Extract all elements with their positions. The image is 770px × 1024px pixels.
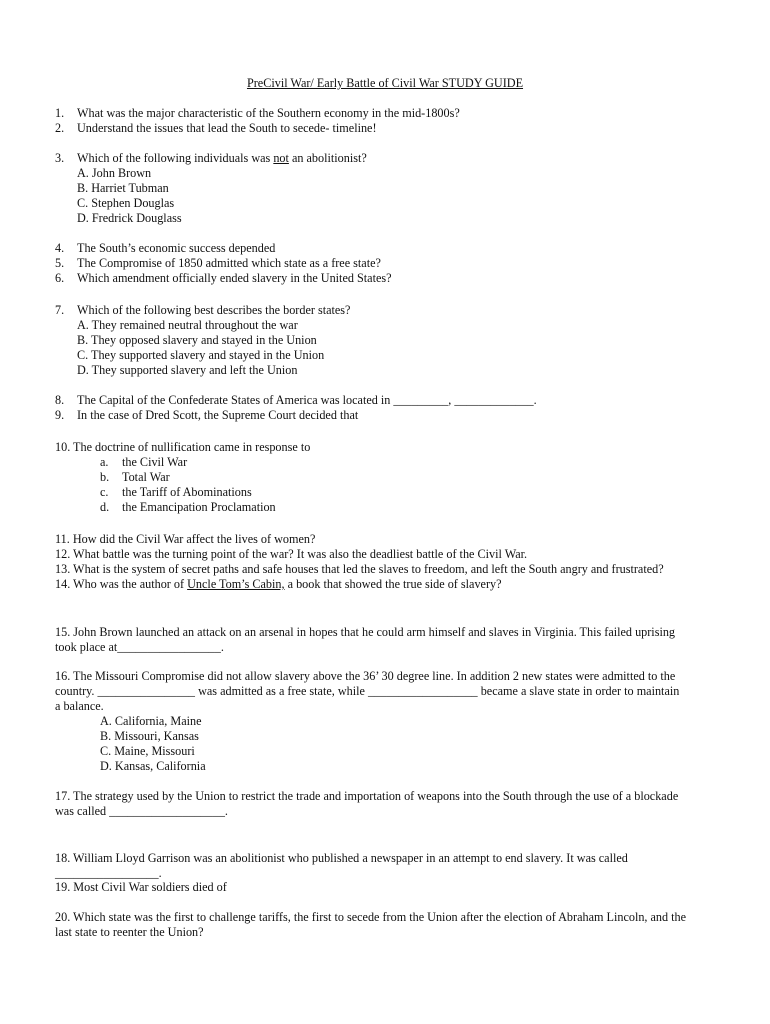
question-text: Which of the following best describes the border states? xyxy=(77,303,351,317)
question-10: 10. The doctrine of nullification came in response to xyxy=(55,440,311,454)
question-text-pre: Which of the following individuals was xyxy=(77,151,274,165)
question-16-line-1: 16. The Missouri Compromise did not allow slavery above the 36’ 30 degree line. In addition 2 new states were admitted to the xyxy=(55,669,676,683)
question-11: 11. How did the Civil War affect the lives of women? xyxy=(55,532,316,546)
page-title-text: PreCivil War/ Early Battle of Civil War STUDY GUIDE xyxy=(246,76,524,90)
question-17-line-2: was called ___________________. xyxy=(55,804,228,818)
question-18-line-1: 18. William Lloyd Garrison was an abolitionist who published a newspaper in an attempt to end slavery. It was called xyxy=(55,851,628,865)
option-letter: b. xyxy=(100,470,110,484)
question-16-line-2: country. ________________ was admitted as a free state, while __________________ became a slave state in order to maintain xyxy=(55,684,680,698)
option-c: C. Maine, Missouri xyxy=(100,744,195,758)
question-15-line-1: 15. John Brown launched an attack on an arsenal in hopes that he could arm himself and slaves in Virginia. This failed uprising xyxy=(55,625,676,639)
question-number: 6. xyxy=(55,271,65,285)
option-b: Total War xyxy=(122,470,170,484)
question-16-line-3: a balance. xyxy=(55,699,104,713)
question-text: The South’s economic success depended xyxy=(77,241,276,255)
question-20-line-1: 20. Which state was the first to challenge tariffs, the first to secede from the Union after the election of Abraham Lincoln, and the xyxy=(55,910,687,924)
question-number: 5. xyxy=(55,256,65,270)
question-19: 19. Most Civil War soldiers died of xyxy=(55,880,227,894)
option-a: the Civil War xyxy=(122,455,188,469)
option-letter: d. xyxy=(100,500,110,514)
question-number: 4. xyxy=(55,241,65,255)
question-text: The Capital of the Confederate States of America was located in _________, _____________. xyxy=(77,393,537,407)
question-18-line-2: _________________. xyxy=(55,866,162,880)
option-b: B. Missouri, Kansas xyxy=(100,729,199,743)
option-c: C. They supported slavery and stayed in the Union xyxy=(77,348,325,362)
question-text-pre: 14. Who was the author of xyxy=(55,577,188,591)
question-text xyxy=(77,151,367,166)
question-text: Which amendment officially ended slavery in the United States? xyxy=(77,271,392,285)
question-number: 7. xyxy=(55,303,65,317)
question-text: In the case of Dred Scott, the Supreme Court decided that xyxy=(77,408,359,422)
question-17-line-1: 17. The strategy used by the Union to restrict the trade and importation of weapons into the South through the use of a blockade xyxy=(55,789,679,803)
question-text: What was the major characteristic of the Southern economy in the mid-1800s? xyxy=(77,106,460,120)
option-c: C. Stephen Douglas xyxy=(77,196,175,210)
option-d: D. They supported slavery and left the Union xyxy=(77,363,298,377)
option-letter: a. xyxy=(100,455,109,469)
option-a: A. They remained neutral throughout the war xyxy=(77,318,298,332)
question-number: 9. xyxy=(55,408,65,422)
question-12: 12. What battle was the turning point of the war? It was also the deadliest battle of the Civil War. xyxy=(55,547,528,561)
emphasis-not: not xyxy=(273,151,289,165)
option-a: A. California, Maine xyxy=(100,714,202,728)
question-text-post: a book that showed the true side of slavery? xyxy=(284,577,502,591)
question-number: 3. xyxy=(55,151,65,165)
option-d: the Emancipation Proclamation xyxy=(122,500,276,514)
option-d: D. Fredrick Douglass xyxy=(77,211,182,225)
question-text: The Compromise of 1850 admitted which state as a free state? xyxy=(77,256,381,270)
question-number: 2. xyxy=(55,121,65,135)
question-number: 8. xyxy=(55,393,65,407)
question-text: Understand the issues that lead the South to secede- timeline! xyxy=(77,121,377,135)
option-d: D. Kansas, California xyxy=(100,759,206,773)
question-text-post: an abolitionist? xyxy=(288,151,367,165)
option-a: A. John Brown xyxy=(77,166,152,180)
question-13: 13. What is the system of secret paths and safe houses that led the slaves to freedom, and left the South angry and frustrated? xyxy=(55,562,664,576)
page-title xyxy=(0,76,770,91)
question-15-line-2: took place at_________________. xyxy=(55,640,224,654)
question-20-line-2: last state to reenter the Union? xyxy=(55,925,204,939)
option-b: B. They opposed slavery and stayed in the Union xyxy=(77,333,317,347)
option-c: the Tariff of Abominations xyxy=(122,485,252,499)
option-b: B. Harriet Tubman xyxy=(77,181,169,195)
question-number: 1. xyxy=(55,106,65,120)
book-title: Uncle Tom’s Cabin, xyxy=(187,577,285,591)
question-14 xyxy=(55,577,502,592)
option-letter: c. xyxy=(100,485,109,499)
